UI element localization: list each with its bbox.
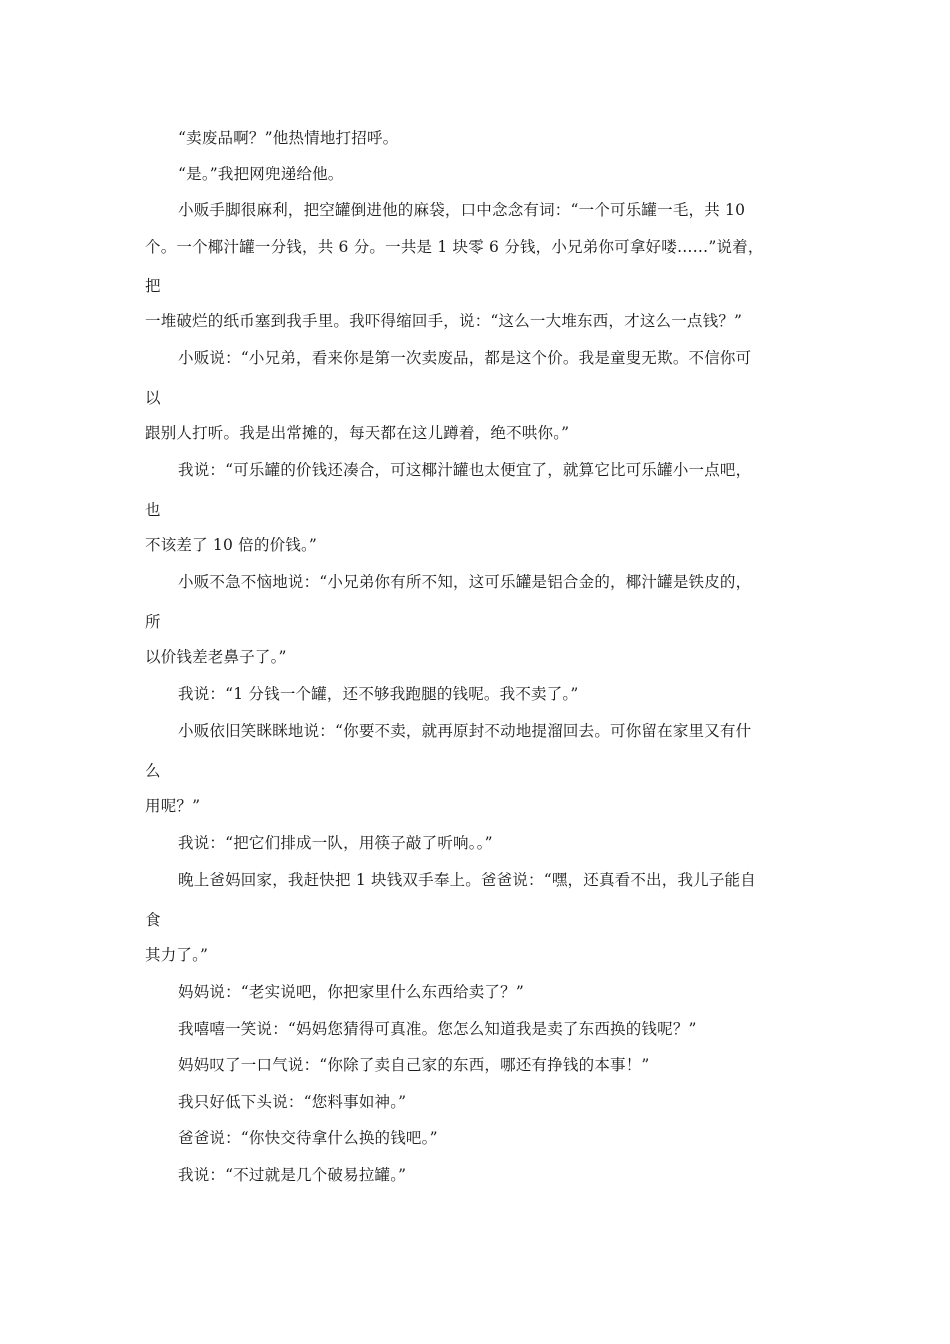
paragraph-line: 把: [145, 277, 161, 295]
paragraph-line: 我说：“1 分钱一个罐，还不够我跑腿的钱呢。我不卖了。”: [178, 685, 579, 703]
paragraph-line: 跟别人打听。我是出常摊的，每天都在这儿蹲着，绝不哄你。”: [145, 424, 570, 442]
paragraph-line: 小贩手脚很麻利，把空罐倒进他的麻袋，口中念念有词：“一个可乐罐一毛，共 10: [178, 201, 746, 219]
paragraph-line: 我说：“不过就是几个破易拉罐。”: [178, 1166, 407, 1184]
paragraph-line: 我只好低下头说：“您料事如神。”: [178, 1093, 407, 1111]
paragraph-line: 小贩不急不恼地说：“小兄弟你有所不知，这可乐罐是铝合金的，椰汁罐是铁皮的，: [178, 573, 752, 591]
paragraph-line: 妈妈说：“老实说吧，你把家里什么东西给卖了？”: [178, 983, 524, 1001]
paragraph-line: 一堆破烂的纸币塞到我手里。我吓得缩回手，说：“这么一大堆东西，才这么一点钱？”: [145, 312, 743, 330]
paragraph-line: “卖废品啊？”他热情地打招呼。: [178, 129, 399, 147]
paragraph-line: 以价钱差老鼻子了。”: [145, 648, 287, 666]
paragraph-line: 以: [145, 389, 161, 407]
paragraph-line: 其力了。”: [145, 946, 209, 964]
paragraph-line: 不该差了 10 倍的价钱。”: [145, 536, 318, 554]
paragraph-line: 小贩说：“小兄弟，看来你是第一次卖废品，都是这个价。我是童叟无欺。不信你可: [178, 349, 752, 367]
paragraph-line: 所: [145, 613, 161, 631]
paragraph-line: 妈妈叹了一口气说：“你除了卖自己家的东西，哪还有挣钱的本事！”: [178, 1056, 650, 1074]
paragraph-line: 爸爸说：“你快交待拿什么换的钱吧。”: [178, 1129, 438, 1147]
paragraph-line: 用呢？”: [145, 797, 201, 815]
paragraph-line: “是。”我把网兜递给他。: [178, 165, 344, 183]
paragraph-line: 我嘻嘻一笑说：“妈妈您猜得可真准。您怎么知道我是卖了东西换的钱呢？”: [178, 1020, 697, 1038]
paragraph-line: 食: [145, 911, 161, 929]
paragraph-line: 我说：“把它们排成一队，用筷子敲了听响。。”: [178, 834, 493, 852]
paragraph-line: 个。一个椰汁罐一分钱，共 6 分。一共是 1 块零 6 分钱，小兄弟你可拿好喽……”说着，: [145, 238, 764, 256]
paragraph-line: 也: [145, 501, 161, 519]
paragraph-line: 我说：“可乐罐的价钱还凑合，可这椰汁罐也太便宜了，就算它比可乐罐小一点吧，: [178, 461, 752, 479]
paragraph-line: 晚上爸妈回家，我赶快把 1 块钱双手奉上。爸爸说：“嘿，还真看不出，我儿子能自: [178, 871, 756, 889]
paragraph-line: 小贩依旧笑眯眯地说：“你要不卖，就再原封不动地提溜回去。可你留在家里又有什: [178, 722, 752, 740]
paragraph-line: 么: [145, 762, 161, 780]
